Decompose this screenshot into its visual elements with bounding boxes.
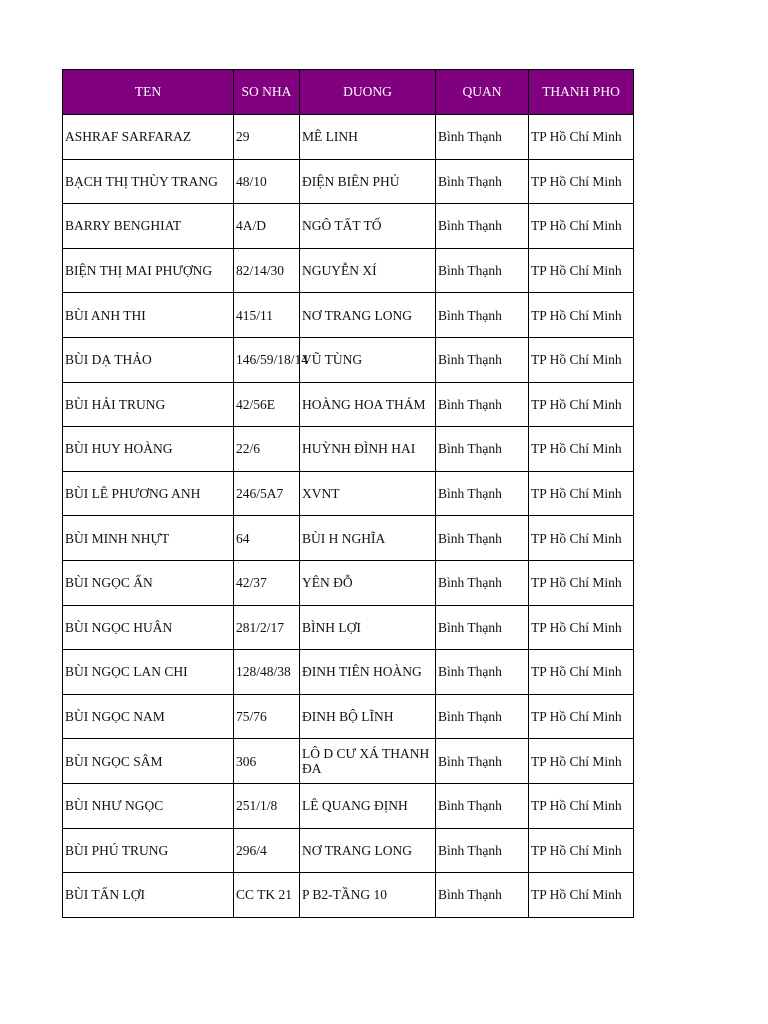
cell-duong: HOÀNG HOA THÁM [300,382,436,427]
cell-thanh-pho: TP Hồ Chí Minh [529,337,634,382]
column-header-so-nha: SO NHA [234,70,300,115]
cell-so-nha: 48/10 [234,159,300,204]
cell-duong: VŨ TÙNG [300,337,436,382]
cell-quan: Bình Thạnh [436,427,529,472]
cell-quan: Bình Thạnh [436,873,529,918]
table-row [63,828,634,873]
cell-quan: Bình Thạnh [436,204,529,249]
cell-so-nha: 128/48/38 [234,650,300,695]
cell-ten: BÙI DẠ THẢO [63,337,234,382]
cell-so-nha: 296/4 [234,828,300,873]
table-row [63,293,634,338]
cell-quan: Bình Thạnh [436,650,529,695]
cell-thanh-pho: TP Hồ Chí Minh [529,159,634,204]
cell-ten: BÙI NGỌC SÂM [63,739,234,784]
cell-thanh-pho: TP Hồ Chí Minh [529,204,634,249]
table-row [63,873,634,918]
cell-ten: BÙI TẤN LỢI [63,873,234,918]
column-header-thanh-pho: THANH PHO [529,70,634,115]
table-row [63,382,634,427]
cell-duong: ĐIỆN BIÊN PHỦ [300,159,436,204]
cell-so-nha: 306 [234,739,300,784]
table-row [63,337,634,382]
table-row [63,427,634,472]
cell-ten: BÙI NGỌC NAM [63,694,234,739]
cell-thanh-pho: TP Hồ Chí Minh [529,828,634,873]
cell-duong: NGUYỄN XÍ [300,248,436,293]
table-header [63,70,634,115]
table-body [63,115,634,918]
cell-so-nha: 22/6 [234,427,300,472]
cell-thanh-pho: TP Hồ Chí Minh [529,427,634,472]
cell-thanh-pho: TP Hồ Chí Minh [529,560,634,605]
cell-thanh-pho: TP Hồ Chí Minh [529,873,634,918]
cell-thanh-pho: TP Hồ Chí Minh [529,382,634,427]
cell-so-nha: 82/14/30 [234,248,300,293]
cell-thanh-pho: TP Hồ Chí Minh [529,115,634,160]
table-row [63,471,634,516]
cell-quan: Bình Thạnh [436,382,529,427]
cell-thanh-pho: TP Hồ Chí Minh [529,783,634,828]
cell-ten: BÙI NGỌC ẨN [63,560,234,605]
header-row [63,70,634,115]
table-row [63,248,634,293]
cell-duong: LÔ D CƯ XÁ THANH ĐA [300,739,436,784]
cell-ten: BÙI NHƯ NGỌC [63,783,234,828]
cell-so-nha: 281/2/17 [234,605,300,650]
cell-thanh-pho: TP Hồ Chí Minh [529,650,634,695]
table-row [63,204,634,249]
cell-ten: BÙI HUY HOÀNG [63,427,234,472]
cell-thanh-pho: TP Hồ Chí Minh [529,248,634,293]
cell-thanh-pho: TP Hồ Chí Minh [529,605,634,650]
cell-duong: HUỲNH ĐÌNH HAI [300,427,436,472]
table-row [63,650,634,695]
cell-thanh-pho: TP Hồ Chí Minh [529,739,634,784]
cell-quan: Bình Thạnh [436,471,529,516]
cell-quan: Bình Thạnh [436,560,529,605]
cell-ten: BẠCH THỊ THÙY TRANG [63,159,234,204]
cell-thanh-pho: TP Hồ Chí Minh [529,694,634,739]
cell-ten: BÙI NGỌC HUÂN [63,605,234,650]
cell-quan: Bình Thạnh [436,337,529,382]
cell-so-nha: 415/11 [234,293,300,338]
table-row [63,694,634,739]
cell-so-nha: 29 [234,115,300,160]
table-row [63,605,634,650]
cell-so-nha: 4A/D [234,204,300,249]
cell-duong: NƠ TRANG LONG [300,828,436,873]
cell-quan: Bình Thạnh [436,115,529,160]
cell-so-nha: 246/5A7 [234,471,300,516]
cell-so-nha: 42/37 [234,560,300,605]
cell-duong: ĐINH TIÊN HOÀNG [300,650,436,695]
cell-duong: MÊ LINH [300,115,436,160]
cell-duong: LÊ QUANG ĐỊNH [300,783,436,828]
cell-ten: BIỆN THỊ MAI PHƯỢNG [63,248,234,293]
cell-quan: Bình Thạnh [436,516,529,561]
cell-ten: BARRY BENGHIAT [63,204,234,249]
table-row [63,115,634,160]
cell-so-nha: 251/1/8 [234,783,300,828]
cell-quan: Bình Thạnh [436,828,529,873]
cell-duong: P B2-TẦNG 10 [300,873,436,918]
cell-so-nha: 42/56E [234,382,300,427]
cell-duong: XVNT [300,471,436,516]
table-row [63,159,634,204]
column-header-duong: DUONG [300,70,436,115]
cell-thanh-pho: TP Hồ Chí Minh [529,293,634,338]
table-row [63,783,634,828]
cell-duong: NƠ TRANG LONG [300,293,436,338]
table-row [63,560,634,605]
cell-quan: Bình Thạnh [436,783,529,828]
cell-thanh-pho: TP Hồ Chí Minh [529,471,634,516]
cell-ten: BÙI NGỌC LAN CHI [63,650,234,695]
cell-ten: ASHRAF SARFARAZ [63,115,234,160]
table-row [63,739,634,784]
table-row [63,516,634,561]
cell-duong: BÌNH LỢI [300,605,436,650]
cell-thanh-pho: TP Hồ Chí Minh [529,516,634,561]
address-table [62,69,634,918]
cell-duong: ĐINH BỘ LĨNH [300,694,436,739]
cell-ten: BÙI HẢI TRUNG [63,382,234,427]
cell-so-nha: 64 [234,516,300,561]
cell-quan: Bình Thạnh [436,293,529,338]
cell-so-nha: CC TK 21 [234,873,300,918]
cell-quan: Bình Thạnh [436,159,529,204]
cell-duong: NGÔ TẤT TỐ [300,204,436,249]
cell-quan: Bình Thạnh [436,605,529,650]
column-header-quan: QUAN [436,70,529,115]
cell-ten: BÙI LÊ PHƯƠNG ANH [63,471,234,516]
cell-so-nha: 146/59/18/14 [234,337,300,382]
cell-duong: BÙI H NGHĨA [300,516,436,561]
cell-ten: BÙI PHÚ TRUNG [63,828,234,873]
cell-so-nha: 75/76 [234,694,300,739]
cell-quan: Bình Thạnh [436,739,529,784]
cell-ten: BÙI ANH THI [63,293,234,338]
cell-quan: Bình Thạnh [436,694,529,739]
cell-quan: Bình Thạnh [436,248,529,293]
cell-ten: BÙI MINH NHỰT [63,516,234,561]
cell-duong: YÊN ĐỖ [300,560,436,605]
column-header-ten: TEN [63,70,234,115]
